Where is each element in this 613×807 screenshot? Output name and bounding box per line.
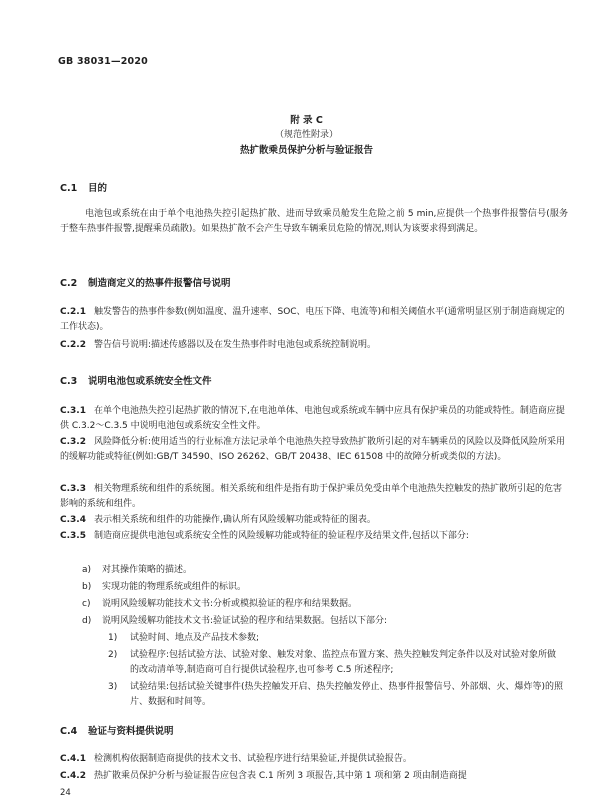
list-item: [82, 563, 192, 578]
clause-text: 在单个电池热失控引起热扩散的情况下,在电池单体、电池包或系统或车辆中应具有保护乘员的功能或特性。制造商应提供 C.3.2～C.3.5 中说明电池包或系统安全性文件。: [60, 406, 565, 431]
clause-c42: [60, 769, 568, 784]
standard-number: GB 38031—2020: [58, 56, 148, 67]
clause-text: 制造商应提供电池包或系统安全性的风险缓解功能或特征的验证程序及结果文件,包括以下部分:: [93, 531, 469, 541]
appendix-title: 附 录 C: [290, 115, 323, 126]
clause-code: C.2.1: [60, 307, 86, 317]
section-c2-heading: [60, 275, 231, 289]
section-number: C.1: [60, 183, 78, 194]
section-c1-heading: [60, 180, 107, 194]
list-label: b): [82, 582, 92, 592]
clause-text: 检测机构依据制造商提供的技术文书、试验程序进行结果验证,并提供试验报告。: [93, 754, 412, 764]
clause-text: 热扩散乘员保护分析与验证报告应包含表 C.1 所列 3 项报告,其中第 1 项和第 2 项由制造商提: [93, 771, 467, 781]
clause-code: C.3.4: [60, 515, 86, 525]
section-number: C.4: [60, 726, 78, 737]
clause-code: C.3.5: [60, 531, 86, 541]
list-item: [82, 614, 387, 629]
clause-c35: [60, 529, 568, 544]
section-c1-text: 电池包或系统在由于单个电池热失控引起热扩散、进而导致乘员舱发生危险之前 5 min,应提供一个热事件报警信号(服务于整车热事件报警,提醒乘员疏散)。如果热扩散不会产生导致车辆乘员危险的情况,则认为该要求得到满足。: [60, 209, 568, 234]
clause-c32: [60, 435, 568, 465]
list-text: 实现功能的物理系统或组件的标识。: [102, 582, 247, 592]
list-label: d): [82, 616, 92, 626]
section-title: 说明电池包或系统安全性文件: [88, 376, 212, 387]
clause-text: 触发警告的热事件参数(例如温度、温升速率、SOC、电压下降、电流等)和相关阈值水平(通常明显区别于制造商规定的工作状态)。: [60, 307, 565, 332]
clause-code: C.2.2: [60, 340, 86, 350]
clause-code: C.3.1: [60, 406, 86, 416]
clause-text: 警告信号说明:描述传感器以及在发生热事件时电池包或系统控制说明。: [93, 340, 377, 350]
clause-c33: [60, 482, 568, 512]
clause-c22: [60, 338, 568, 353]
sublist-label: 2): [108, 650, 118, 660]
clause-c21: [60, 305, 568, 335]
clause-text: 相关物理系统和组件的系统图。相关系统和组件是指有助于保护乘员免受由单个电池热失控触发的热扩散所引起的危害影响的系统和组件。: [60, 484, 562, 509]
section-title: 制造商定义的热事件报警信号说明: [88, 278, 231, 289]
sublist-label: 3): [108, 682, 118, 692]
list-label: c): [82, 599, 91, 609]
sublist-text: 试验时间、地点及产品技术参数;: [130, 633, 260, 643]
clause-text: 表示相关系统和组件的功能操作,确认所有风险缓解功能或特征的图表。: [93, 515, 376, 525]
section-c4-heading: [60, 723, 174, 737]
section-number: C.2: [60, 278, 78, 289]
page-number: 24: [60, 788, 71, 798]
clause-code: C.4.1: [60, 754, 86, 764]
sublist-text: 试验结果:包括试验关键事件(热失控触发开启、热失控触发停止、热事件报警信号、外部烟、火、爆炸等)的照片、数据和时间等。: [130, 682, 564, 707]
list-text: 对其操作策略的描述。: [102, 565, 193, 575]
sublist-item: [108, 648, 568, 678]
appendix-heading: 热扩散乘员保护分析与验证报告: [239, 145, 373, 156]
list-label: a): [82, 565, 92, 575]
list-text: 说明风险缓解功能技术文书:验证试验的程序和结果数据。包括以下部分:: [102, 616, 388, 626]
section-title: 目的: [88, 183, 108, 194]
clause-code: C.3.3: [60, 484, 86, 494]
list-text: 说明风险缓解功能技术文书:分析或模拟验证的程序和结果数据。: [102, 599, 358, 609]
appendix-subtitle: （规范性附录）: [274, 130, 338, 140]
list-item: [82, 580, 246, 595]
clause-code: C.4.2: [60, 771, 86, 781]
sublist-text: 试验程序:包括试验方法、试验对象、触发对象、监控点布置方案、热失控触发判定条件以及对试验对象所做的改动清单等,制造商可自行提供试验程序,也可参考 C.5 所述程序;: [130, 650, 557, 675]
sublist-item: [108, 631, 568, 646]
clause-text: 风险降低分析:使用适当的行业标准方法记录单个电池热失控导致热扩散所引起的对车辆乘员的风险以及降低风险所采用的缓解功能或特征(例如:GB/T 34590、ISO 26262、GB/T 20438、IEC 61508 中的故障分析或类似的方法)。: [60, 437, 566, 462]
clause-c31: [60, 404, 568, 434]
clause-c41: [60, 752, 568, 767]
section-c3-heading: [60, 373, 212, 387]
list-item: [82, 597, 357, 612]
sublist-item: [108, 680, 568, 710]
section-number: C.3: [60, 376, 78, 387]
clause-c34: [60, 513, 568, 528]
sublist-label: 1): [108, 633, 118, 643]
section-title: 验证与资料提供说明: [88, 726, 174, 737]
clause-code: C.3.2: [60, 437, 86, 447]
